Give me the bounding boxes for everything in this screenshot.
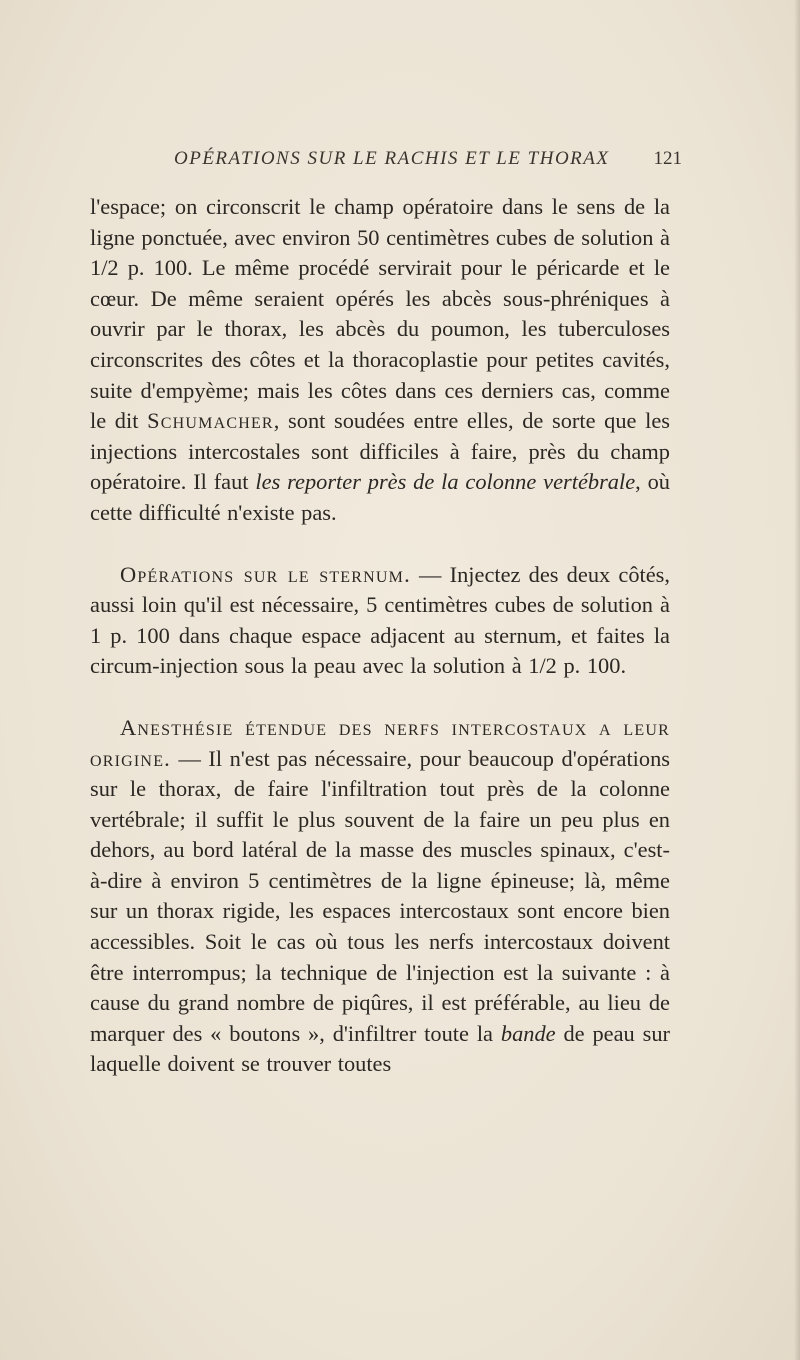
author-name: Schumacher [147,408,274,434]
paragraph-2-text: — Injectez des deux côtés, aussi loin qu'il est nécessaire, 5 centimètres cubes de solution à 1 p. 100 dans chaque espace adjacent au sternum, et faites la circum-injection sous la peau avec la solution à 1/2 p. 100. [90,561,670,679]
running-title: OPÉRATIONS SUR LE RACHIS ET LE THORAX [174,148,610,169]
paragraph-3-text-b: de peau sur laquelle doivent se trouver toutes [90,1020,670,1077]
section-heading-sternum: Opérations sur le sternum. [120,561,411,587]
page-edge-shadow [794,0,800,1360]
page-header [90,148,682,178]
paragraph-3 [90,713,670,1080]
page-number: 121 [653,148,682,169]
paragraph-1-text-c: , où cette difficulté n'existe pas. [90,469,670,525]
emphasis-text: les reporter près de la colonne vertébrale [255,469,636,495]
section-heading-anesthesie: Anesthésie étendue des nerfs intercostaux a leur origine. [90,714,670,771]
paragraph-1-text-a: l'espace; on circonscrit le champ opératoire dans le sens de la ligne ponctuée, avec environ 50 centimètres cubes de solution à 1/2 p. 100. Le même procédé servirait pour le péricarde et le cœur. De même seraient opérés les abcès sous-phréniques à ouvrir par le thorax, les abcès du poumon, les tuberculoses circonscrites des côtes et la thoracoplastie pour petites cavités, suite d'empyème; mais les côtes dans ces derniers cas, comme le dit [90,194,670,434]
paragraph-1-text-b: , sont soudées entre elles, de sorte que les injections intercostales sont difficiles à faire, près du champ opératoire. Il faut [90,408,670,495]
emphasis-bande: bande [500,1020,556,1046]
paragraph-3-text-a: — Il n'est pas nécessaire, pour beaucoup d'opérations sur le thorax, de faire l'infiltration tout près de la colonne vertébrale; il suffit le plus souvent de la faire un peu plus en dehors, au bord latéral de la masse des muscles spinaux, c'est-à-dire à environ 5 centimètres de la ligne épineuse; là, même sur un thorax rigide, les espaces intercostaux sont encore bien accessibles. Soit le cas où tous les nerfs intercostaux doivent être interrompus; la technique de l'injection est la suivante : à cause du grand nombre de piqûres, il est préférable, au lieu de marquer des « boutons », d'infiltrer toute la [90,745,670,1046]
paragraph-2 [90,560,670,682]
paragraph-1 [90,192,670,529]
body-text [90,192,670,1080]
